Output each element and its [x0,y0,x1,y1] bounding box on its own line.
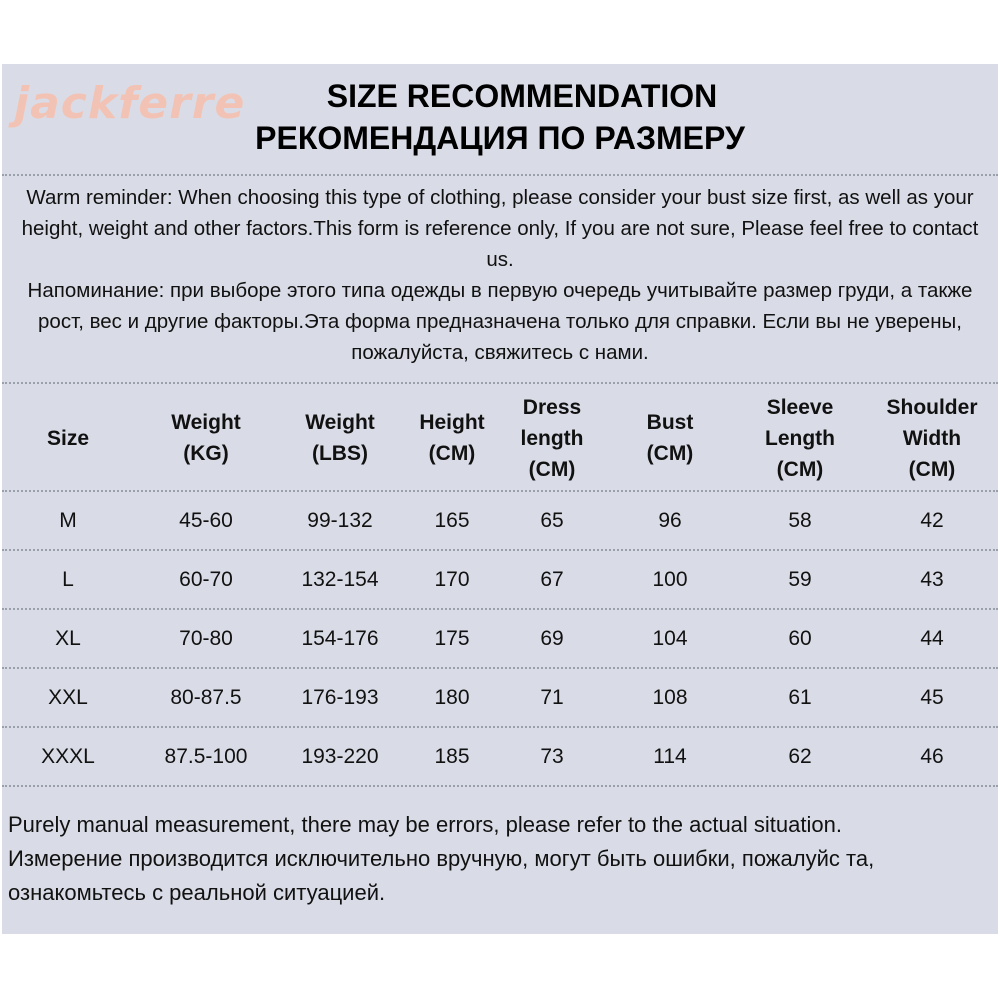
table-cell: 62 [788,744,812,768]
table-cell: 104 [652,626,688,650]
table-header-cell: Shoulder Width (CM) [886,395,978,481]
table-cell: 42 [920,508,944,532]
table-cell: 87.5-100 [164,744,248,768]
table-cell: 176-193 [301,685,379,709]
table-cell: 170 [434,567,470,591]
table-cell: 65 [540,508,564,532]
table-cell: 180 [434,685,470,709]
reminder-text [8,182,992,368]
size-chart-card [2,64,998,934]
table-cell: 58 [788,508,812,532]
note-english: Purely manual measurement, there may be errors, please refer to the actual situation. [8,812,842,837]
note-russian: Измерение производится исключительно вручную, могут быть ошибки, пожалуйс та, ознакомьтесь с реальной ситуацией. [8,846,875,905]
table-cell: 108 [652,685,688,709]
table-header-cell: Size [46,426,90,450]
divider [2,174,998,176]
table-header-cell: Sleeve Length (CM) [765,395,835,481]
table-cell: 193-220 [301,744,379,768]
divider [2,382,998,384]
table-cell: 60-70 [179,567,233,591]
brand-logo: jackferre [14,78,246,129]
table-cell: 165 [434,508,470,532]
table-cell: 45 [920,685,944,709]
table-header-cell: Bust (CM) [646,411,694,465]
measurement-notes [8,808,992,910]
table-cell: 99-132 [307,508,373,532]
table-cell: 69 [540,626,564,650]
row-divider [2,785,998,787]
table-cell: 60 [788,626,812,650]
table-cell: 114 [653,744,687,768]
table-header-cell: Height (CM) [419,411,485,465]
table-header-cell: Dress length (CM) [520,395,584,481]
table-cell: 96 [658,508,682,532]
table-cell: 154-176 [301,626,379,650]
table-cell: 59 [788,567,812,591]
table-cell: 61 [788,685,812,709]
table-row [2,728,998,785]
table-cell: 185 [434,744,470,768]
table-cell: 80-87.5 [170,685,242,709]
table-cell: L [62,567,74,591]
table-row [2,492,998,549]
table-header-cell: Weight (LBS) [305,411,375,465]
table-cell: XXXL [41,744,95,768]
table-cell: 45-60 [179,508,233,532]
table-cell: 70-80 [179,626,233,650]
reminder-english: Warm reminder: When choosing this type of clothing, please consider your bust size first, as well as your height, weight and other factors.This form is reference only, If you are not sure, Please feel free to contact us. [21,186,979,271]
table-header-row [2,386,998,490]
table-row [2,551,998,608]
table-cell: 43 [920,567,944,591]
table-cell: 73 [540,744,564,768]
table-cell: 44 [920,626,944,650]
table-row [2,610,998,667]
table-cell: 100 [652,567,688,591]
table-cell: M [59,508,77,532]
table-cell: 46 [920,744,944,768]
title-russian: РЕКОМЕНДАЦИЯ ПО РАЗМЕРУ [255,120,745,156]
title-english: SIZE RECOMMENDATION [326,78,718,114]
table-cell: 67 [540,567,564,591]
table-cell: 175 [434,626,470,650]
table-cell: XXL [48,685,88,709]
table-cell: XL [55,626,81,650]
table-header-cell: Weight (KG) [171,411,241,465]
table-cell: 132-154 [301,567,379,591]
reminder-russian: Напоминание: при выборе этого типа одежды в первую очередь учитывайте размер груди, а также рост, вес и другие факторы.Эта форма предназначена только для справки. Если вы не уверены, пожалуйста, свяжитесь с нами. [27,279,973,364]
table-row [2,669,998,726]
table-cell: 71 [540,685,564,709]
